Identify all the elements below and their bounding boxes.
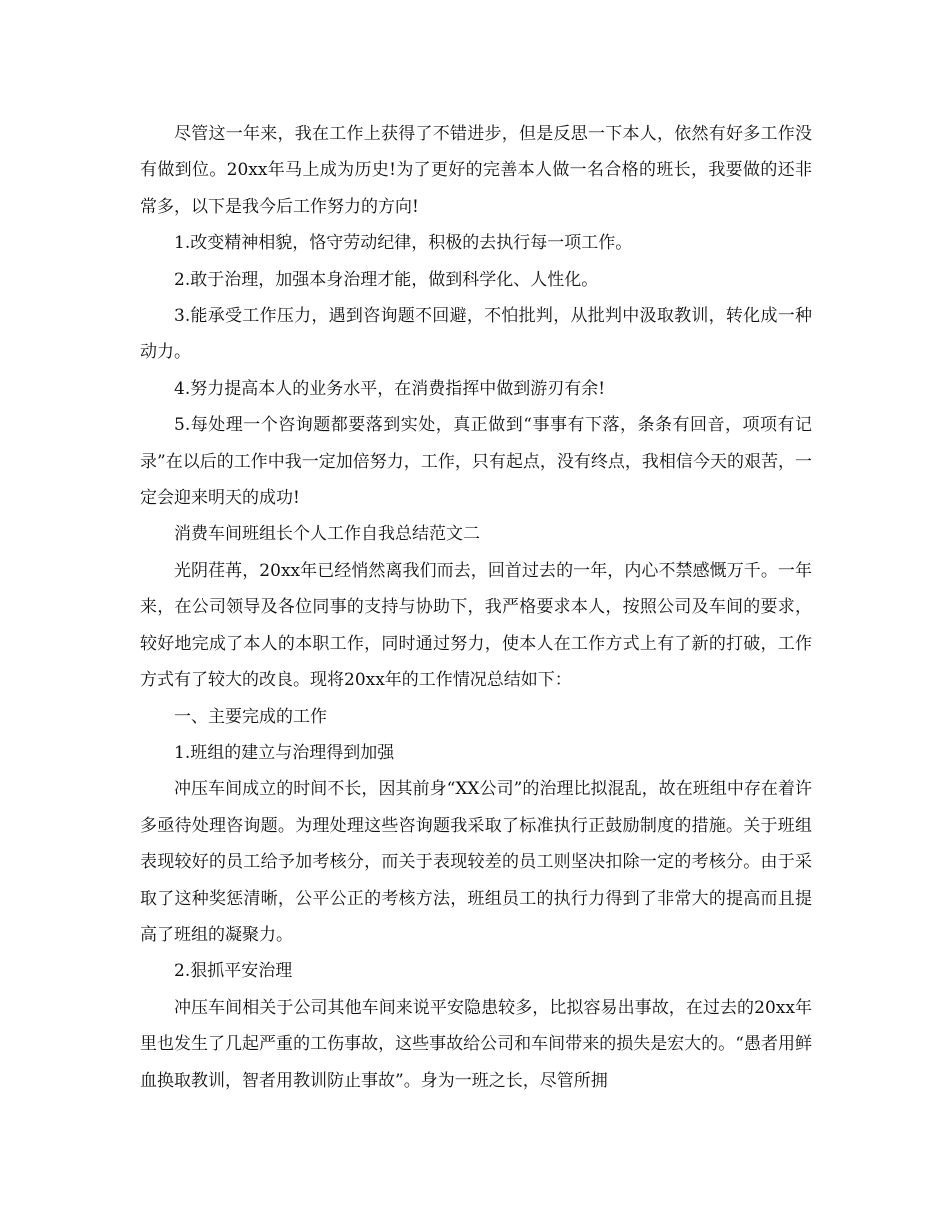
paragraph-team-building: 冲压车间成立的时间不长，因其前身“XX公司”的治理比拟混乱，故在班组中存在着许多亟待处理咨询题。为理处理这些咨询题我采取了标准执行正鼓励制度的措施。关于班组表现较好的员工给予加考核分，而关于表现较差的员工则坚决扣除一定的考核分。由于采取了这种奖惩清晰，公平公正的考核方法，班组员工的执行力得到了非常大的提高而且提高了班组的凝聚力。 bbox=[140, 779, 812, 945]
subheading-safety: 2.狠抓平安治理 bbox=[174, 961, 293, 982]
list-item-4: 4.努力提高本人的业务水平，在消费指挥中做到游刃有余! bbox=[174, 378, 606, 399]
list-item-3: 3.能承受工作压力，遇到咨询题不回避，不怕批判，从批判中汲取教训，转化成一种动力。 bbox=[140, 306, 812, 363]
heading-main-work: 一、主要完成的工作 bbox=[174, 706, 327, 727]
list-item-1: 1.改变精神相貌，恪守劳动纪律，积极的去执行每一项工作。 bbox=[174, 233, 633, 254]
list-item-2: 2.敢于治理，加强本身治理才能，做到科学化、人性化。 bbox=[174, 269, 599, 290]
paragraph-reflection: 尽管这一年来，我在工作上获得了不错进步，但是反思一下本人，依然有好多工作没有做到位。20xx年马上成为历史!为了更好的完善本人做一名合格的班长，我要做的还非常多，以下是我今后工作努力的方向! bbox=[140, 124, 812, 217]
paragraph-safety: 冲压车间相关于公司其他车间来说平安隐患较多，比拟容易出事故，在过去的20xx年里也发生了几起严重的工伤事故，这些事故给公司和车间带来的损失是宏大的。“愚者用鲜血换取教训，智者用教训防止事故”。身为一班之长，尽管所拥 bbox=[140, 997, 812, 1091]
list-item-5: 5.每处理一个咨询题都要落到实处，真正做到“事事有下落，条条有回音，项项有记录”在以后的工作中我一定加倍努力，工作，只有起点，没有终点，我相信今天的艰苦，一定会迎来明天的成功! bbox=[140, 415, 812, 509]
section-title: 消费车间班组长个人工作自我总结范文二 bbox=[174, 524, 480, 545]
paragraph-intro: 光阴荏苒，20xx年已经悄然离我们而去，回首过去的一年，内心不禁感慨万千。一年来，在公司领导及各位同事的支持与协助下，我严格要求本人，按照公司及车间的要求，较好地完成了本人的本职工作，同时通过努力，使本人在工作方式上有了新的打破，工作方式有了较大的改良。现将20xx年的工作情况总结如下： bbox=[140, 560, 812, 691]
subheading-team-building: 1.班组的建立与治理得到加强 bbox=[174, 742, 395, 763]
document-body bbox=[140, 116, 812, 1099]
